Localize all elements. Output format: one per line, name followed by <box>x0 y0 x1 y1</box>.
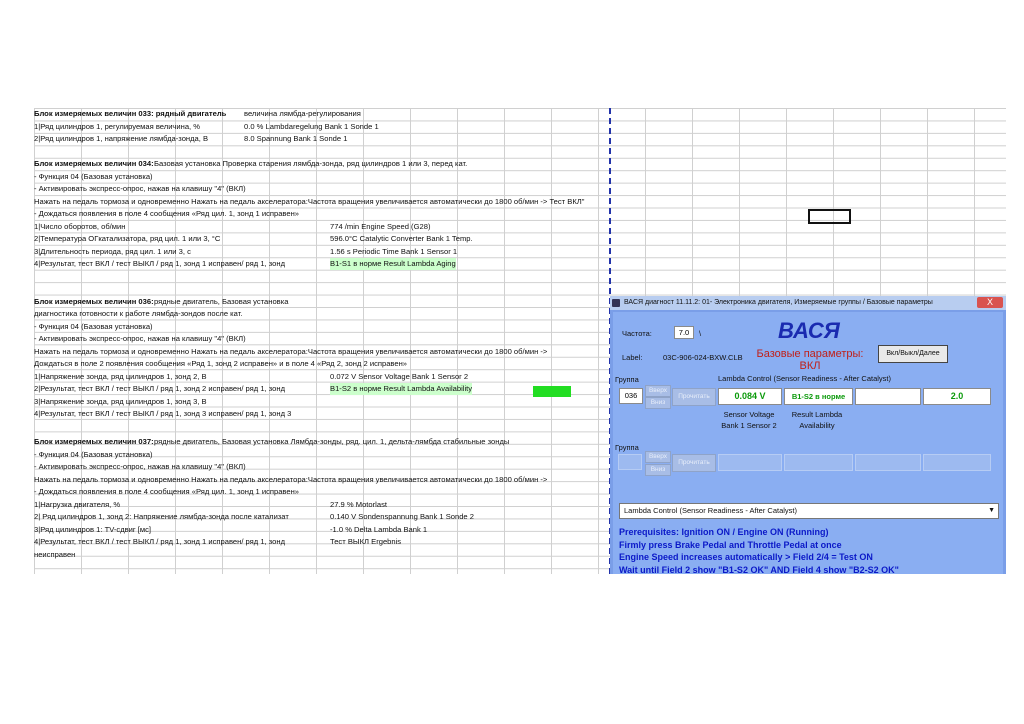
group1-field1 <box>718 388 782 405</box>
sheet-cell[interactable]: - Дождаться появления в поле 4 сообщения «Ряд цил. 1, зонд 1 исправен» <box>34 209 300 218</box>
label-caption: Label: <box>622 353 643 362</box>
sheet-cell[interactable]: 4|Результат, тест ВКЛ / тест ВЫКЛ / ряд 1, зонд 1 исправен/ ряд 1, зонд <box>34 259 286 268</box>
sheet-cell[interactable]: 4|Результат, тест ВКЛ / тест ВЫКЛ / ряд 1, зонд 1 исправен/ ряд 1, зонд <box>34 537 286 546</box>
group1-field2-value: B1-S2 в норме <box>791 392 846 401</box>
group2-field2 <box>784 454 853 471</box>
sheet-cell[interactable]: Нажать на педаль тормоза и одновременно Нажать на педаль акселератора:Частота вращения увеличивается автоматически до 1800 об/мин -> <box>34 346 548 356</box>
group1-header: Lambda Control (Sensor Readiness - After Catalyst) <box>718 374 891 383</box>
group1-field4-value: 2.0 <box>950 391 964 401</box>
group-select-dropdown[interactable] <box>619 503 999 519</box>
sheet-cell[interactable]: Нажать на педаль тормоза и одновременно Нажать на педаль акселератора:Частота вращения увеличивается автоматически до 1800 об/мин -> Тест ВКЛ" <box>34 196 585 206</box>
group2-label: Группа <box>615 443 639 452</box>
frequency-label: Частота: <box>622 329 652 338</box>
group1-caption1: Sensor Voltage Bank 1 Sensor 2 <box>721 410 777 430</box>
sheet-cell[interactable]: B1-S2 в норме Result Lambda Availability <box>330 384 473 393</box>
group1-field3 <box>855 388 921 405</box>
instruction-line: Prerequisites: Ignition ON / Engine ON (Running) <box>619 527 829 537</box>
sheet-cell[interactable]: Блок измеряемых величин 036: <box>34 296 154 306</box>
instruction-line: Engine Speed increases automatically > Field 2/4 = Test ON <box>619 552 873 562</box>
sheet-cell[interactable]: Блок измеряемых величин 033: рядный двигатель <box>34 109 227 118</box>
sheet-cell[interactable]: 2|Ряд цилиндров 1, напряжение лямбда-зонда, В <box>34 134 209 143</box>
sheet-cell[interactable]: 3|Ряд цилиндров 1: TV-сдвиг [мс] <box>34 524 152 534</box>
group2-down-button[interactable]: Вниз <box>645 464 671 476</box>
sheet-cell[interactable]: диагностика готовности к работе лямбда-зондов после кат. <box>34 309 243 318</box>
group2-field4 <box>923 454 991 471</box>
group1-field2 <box>784 388 853 405</box>
sheet-cell[interactable]: 0.140 V Sondenspannung Bank 1 Sonde 2 <box>330 512 474 521</box>
instruction-line: Firmly press Brake Pedal and Throttle Pedal at once <box>619 539 842 550</box>
sheet-cell[interactable]: 0.0 % Lambdaregelung Bank 1 Sonde 1 <box>244 121 379 131</box>
group1-down-button[interactable]: Вниз <box>645 397 671 409</box>
sheet-cell[interactable]: - Функция 04 (Базовая установка) <box>34 171 153 181</box>
selected-cell[interactable] <box>808 209 851 224</box>
sheet-cell[interactable]: 8.0 Spannung Bank 1 Sonde 1 <box>244 134 348 143</box>
sheet-cell[interactable]: Блок измеряемых величин 037: <box>34 437 154 446</box>
sheet-cell[interactable]: Блок измеряемых величин 034: <box>34 159 154 168</box>
instructions-panel <box>619 526 1001 574</box>
group1-read-button[interactable]: Прочитать <box>672 388 716 406</box>
sheet-cell[interactable]: Дождаться в поле 2 появления сообщения «Ряд 1, зонд 2 исправен» и в поле 4 «Ряд 2, зонд 2 исправен» <box>34 359 408 368</box>
frequency-unit: \ <box>699 329 702 338</box>
sheet-cell[interactable]: 1|Ряд цилиндров 1, регулируемая величина, % <box>34 121 201 131</box>
sheet-cell[interactable]: 3|Напряжение зонда, ряд цилиндров 1, зонд 3, В <box>34 396 207 406</box>
sheet-cell[interactable]: 1.56 s Periodic Time Bank 1 Sensor 1 <box>330 246 458 256</box>
group2-read-button[interactable]: Прочитать <box>672 454 716 472</box>
sheet-cell[interactable]: 596.0°C Catalytic Converter Bank 1 Temp. <box>330 234 473 243</box>
sheet-cell[interactable]: 774 /min Engine Speed (G28) <box>330 221 431 231</box>
chevron-down-icon: ▼ <box>988 507 995 514</box>
sheet-cell[interactable]: 27.9 % Motorlast <box>330 499 387 509</box>
window-title: ВАСЯ диагност 11.11.2: 01- Электроника двигателя, Измеряемые группы / Базовые параметры <box>624 299 933 306</box>
window-titlebar[interactable] <box>610 296 1006 310</box>
sheet-cell[interactable]: - Активировать экспресс-опрос, нажав на клавишу "4" (ВКЛ) <box>34 334 246 343</box>
sheet-cell[interactable]: неисправен <box>34 549 76 559</box>
group2-field1 <box>718 454 782 471</box>
sheet-cell[interactable]: величина лямбда-регулирования <box>244 109 361 118</box>
dropdown-selected-value: Lambda Control (Sensor Readiness - After Catalyst) <box>624 506 797 515</box>
group1-up-button[interactable]: Вверх <box>645 385 671 397</box>
sheet-cell[interactable]: 2| Ряд цилиндров 1, зонд 2: Напряжение лямбда-зонда после катализат <box>34 512 289 521</box>
group1-number-input[interactable]: 036 <box>619 388 643 404</box>
sheet-cell[interactable]: Тест ВЫКЛ Ergebnis <box>330 537 402 546</box>
toggle-next-button[interactable]: Вкл/Выкл/Далее <box>878 345 948 363</box>
vasya-diagnostic-window <box>610 296 1006 574</box>
app-icon <box>612 299 620 307</box>
sheet-cell[interactable]: рядные двигатель, Базовая установка <box>154 296 289 306</box>
frequency-value: 7.0 <box>674 326 694 339</box>
base-params-status: Базовые параметры: ВКЛ <box>756 348 864 372</box>
sheet-cell[interactable]: 1|Число оборотов, об/мин <box>34 221 126 231</box>
highlighted-cell[interactable] <box>533 386 571 397</box>
group2-up-button[interactable]: Вверх <box>645 451 671 463</box>
group1-caption2: Result Lambda Availability <box>791 410 843 430</box>
sheet-cell[interactable]: 2|Температура ОГкатализатора, ряд цил. 1 или 3, °C <box>34 234 221 243</box>
sheet-cell[interactable]: - Активировать экспресс-опрос, нажав на клавишу "4" (ВКЛ) <box>34 184 246 193</box>
group1-field4 <box>923 388 991 405</box>
group1-label: Группа <box>615 375 639 384</box>
sheet-cell[interactable]: - Дождаться появления в поле 4 сообщения «Ряд цил. 1, зонд 1 исправен» <box>34 487 300 496</box>
window-client-area <box>613 312 1003 574</box>
sheet-cell[interactable]: 4|Результат, тест ВКЛ / тест ВЫКЛ / ряд 1, зонд 3 исправен/ ряд 1, зонд 3 <box>34 409 292 418</box>
sheet-cell[interactable]: 3|Длительность периода, ряд цил. 1 или 3, с <box>34 246 191 256</box>
group2-field3 <box>855 454 921 471</box>
close-button[interactable]: X <box>977 297 1003 308</box>
sheet-cell[interactable]: 0.072 V Sensor Voltage Bank 1 Sensor 2 <box>330 371 469 381</box>
sheet-cell[interactable]: 1|Напряжение зонда, ряд цилиндров 1, зонд 2, В <box>34 371 207 381</box>
sheet-cell[interactable]: 1|Нагрузка двигателя, % <box>34 499 121 509</box>
group1-field1-value: 0.084 V <box>734 391 766 401</box>
sheet-cell[interactable]: 2|Результат, тест ВКЛ / тест ВЫКЛ / ряд 1, зонд 2 исправен/ ряд 1, зонд <box>34 384 286 393</box>
sheet-cell[interactable]: Нажать на педаль тормоза и одновременно Нажать на педаль акселератора:Частота вращения увеличивается автоматически до 1800 об/мин -> <box>34 474 548 484</box>
sheet-cell[interactable]: -1.0 % Delta Lambda Bank 1 <box>330 524 428 534</box>
app-logo: ВАСЯ <box>778 318 840 343</box>
instruction-line: Wait until Field 2 show "B1-S2 OK" AND Field 4 show "B2-S2 OK" <box>619 564 899 574</box>
group2-number-input[interactable] <box>618 454 642 470</box>
sheet-cell[interactable]: Базовая установка Проверка старения лямбда-зонда, ряд цилиндров 1 или 3, перед кат. <box>154 159 468 168</box>
sheet-cell[interactable]: - Функция 04 (Базовая установка) <box>34 321 153 331</box>
sheet-cell[interactable]: - Активировать экспресс-опрос, нажав на клавишу "4" (ВКЛ) <box>34 462 246 471</box>
sheet-cell[interactable]: - Функция 04 (Базовая установка) <box>34 449 153 459</box>
sheet-cell[interactable]: рядные двигатель, Базовая установка Лямбда-зонды, ряд. цил. 1, дельта-лямбда стабильные зонды <box>154 437 510 446</box>
label-file: 03C-906-024-BXW.CLB <box>663 353 743 362</box>
sheet-cell[interactable]: B1-S1 в норме Result Lambda Aging <box>330 259 456 268</box>
